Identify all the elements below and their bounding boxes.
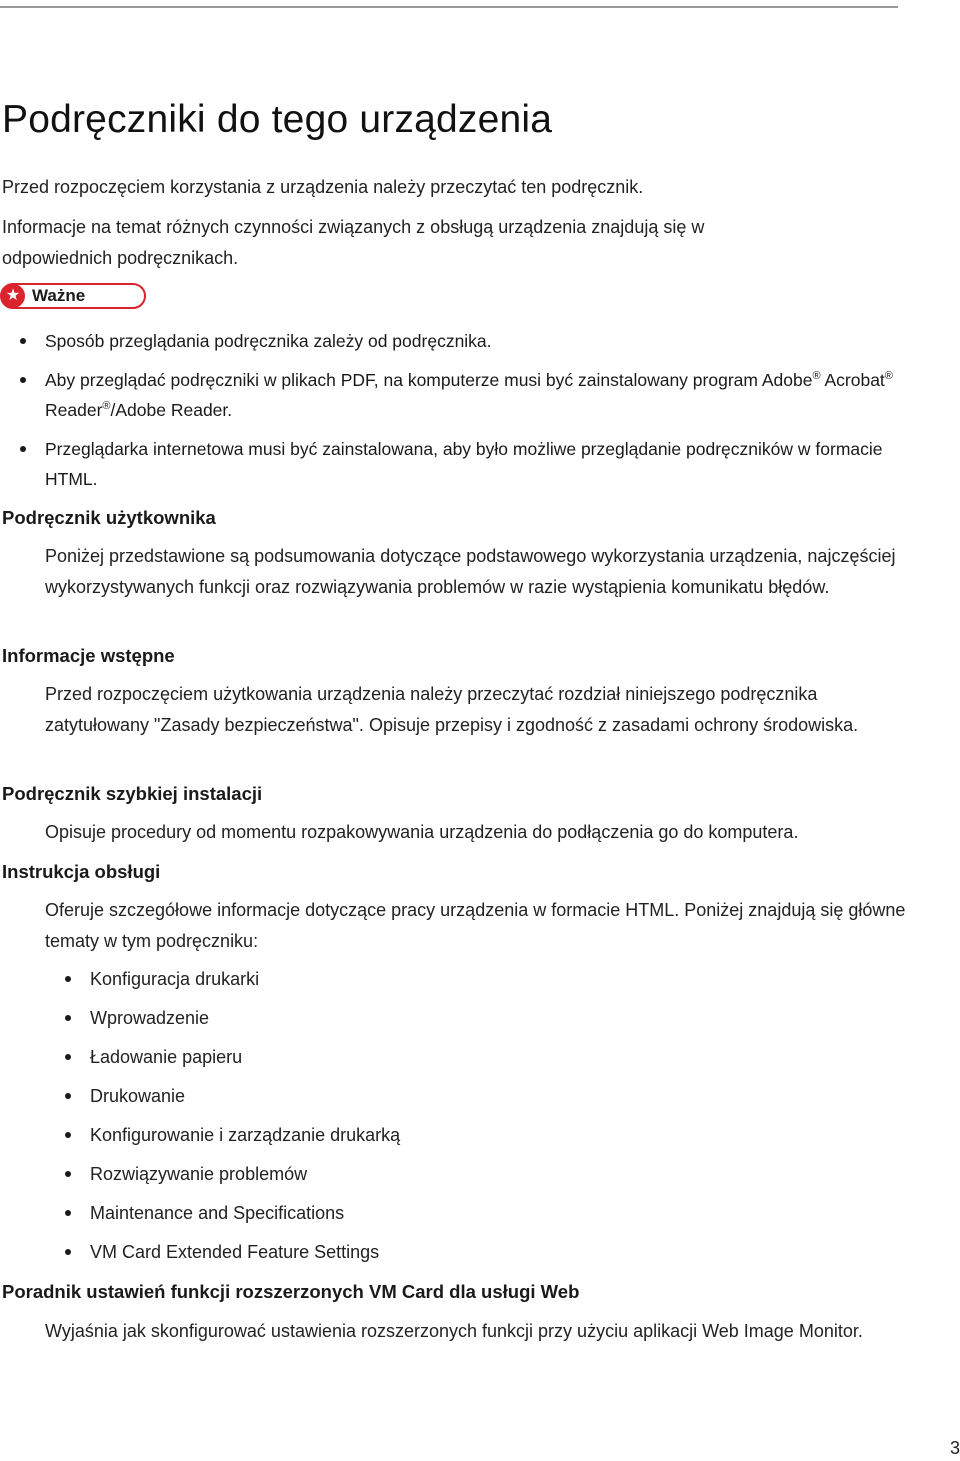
bullet (65, 976, 71, 982)
topic-item (45, 964, 400, 995)
page-title: Podręczniki do tego urządzenia (2, 98, 553, 141)
bullet (20, 446, 26, 452)
note-item (0, 365, 920, 425)
note-item (0, 434, 920, 494)
intro-line-2: Informacje na temat różnych czynności związanych z obsługą urządzenia znajdują się w odpowiednich podręcznikach. (2, 217, 705, 268)
topic-label: VM Card Extended Feature Settings (90, 1242, 380, 1262)
topic-item (45, 1159, 400, 1190)
topic-label: Konfiguracja drukarki (90, 969, 260, 989)
topic-item (45, 1237, 400, 1268)
section-text-quick-install: Opisuje procedury od momentu rozpakowywania urządzenia do podłączenia go do komputera. (45, 822, 799, 842)
bullet (65, 1210, 71, 1216)
section-heading-user-guide: Podręcznik użytkownika (2, 507, 216, 528)
topic-label: Ładowanie papieru (90, 1047, 243, 1067)
important-note-list (0, 326, 920, 503)
section-text-operating-instructions: Oferuje szczegółowe informacje dotyczące pracy urządzenia w formacie HTML. Poniżej znajdują się główne tematy w tym podręczniku: (45, 900, 906, 951)
section-heading-vm-card-guide: Poradnik ustawień funkcji rozszerzonych VM Card dla usługi Web (2, 1281, 580, 1302)
section-text-read-first: Przed rozpoczęciem użytkowania urządzenia należy przeczytać rozdział niniejszego podręcznika zatytułowany "Zasady bezpieczeństwa". Opisuje przepisy i zgodność z zasadami ochrony środowiska. (45, 684, 859, 735)
section-text-user-guide: Poniżej przedstawione są podsumowania dotyczące podstawowego wykorzystania urządzenia, najczęściej wykorzystywanych funkcji oraz rozwiązywania problemów w razie wystąpienia komunikatu błędów. (45, 546, 896, 597)
important-note-badge (0, 283, 146, 309)
section-heading-quick-install: Podręcznik szybkiej instalacji (2, 783, 263, 804)
star-icon: ★ (1, 284, 25, 308)
section-heading-operating-instructions: Instrukcja obsługi (2, 861, 161, 882)
topic-item (45, 1003, 400, 1034)
bullet (65, 1171, 71, 1177)
section-heading-read-first: Informacje wstępne (2, 645, 175, 666)
topic-label: Maintenance and Specifications (90, 1203, 345, 1223)
registered-mark: ® (812, 370, 821, 383)
topic-item (45, 1042, 400, 1073)
bullet (20, 377, 26, 383)
note-item (0, 326, 920, 356)
important-label: Ważne (32, 286, 86, 305)
registered-mark: ® (884, 370, 893, 383)
note-text-part: Reader (45, 400, 103, 420)
bullet (65, 1249, 71, 1255)
topic-label: Wprowadzenie (90, 1008, 210, 1028)
section-text-vm-card-guide: Wyjaśnia jak skonfigurować ustawienia rozszerzonych funkcji przy użyciu aplikacji Web Image Monitor. (45, 1321, 863, 1341)
note-text: Sposób przeglądania podręcznika zależy od podręcznika. (45, 331, 492, 351)
bullet (65, 1132, 71, 1138)
bullet (65, 1054, 71, 1060)
topic-label: Rozwiązywanie problemów (90, 1164, 308, 1184)
registered-mark: ® (102, 400, 111, 413)
note-text: Przeglądarka internetowa musi być zainstalowana, aby było możliwe przeglądanie podręczników w formacie HTML. (45, 439, 883, 489)
note-text-part: /Adobe Reader. (110, 400, 233, 420)
topic-label: Konfigurowanie i zarządzanie drukarką (90, 1125, 401, 1145)
bullet (65, 1015, 71, 1021)
topic-label: Drukowanie (90, 1086, 186, 1106)
topic-item (45, 1120, 400, 1151)
topic-item (45, 1081, 400, 1112)
note-text-part: Acrobat (820, 370, 885, 390)
top-rule (0, 6, 898, 8)
bullet (65, 1093, 71, 1099)
bullet (20, 338, 26, 344)
note-text-part: Aby przeglądać podręczniki w plikach PDF, na komputerze musi być zainstalowany program Adobe (45, 370, 813, 390)
intro-line-1: Przed rozpoczęciem korzystania z urządzenia należy przeczytać ten podręcznik. (2, 177, 644, 197)
topic-item (45, 1198, 400, 1229)
page-number: 3 (949, 1438, 960, 1458)
topic-list (45, 964, 400, 1276)
